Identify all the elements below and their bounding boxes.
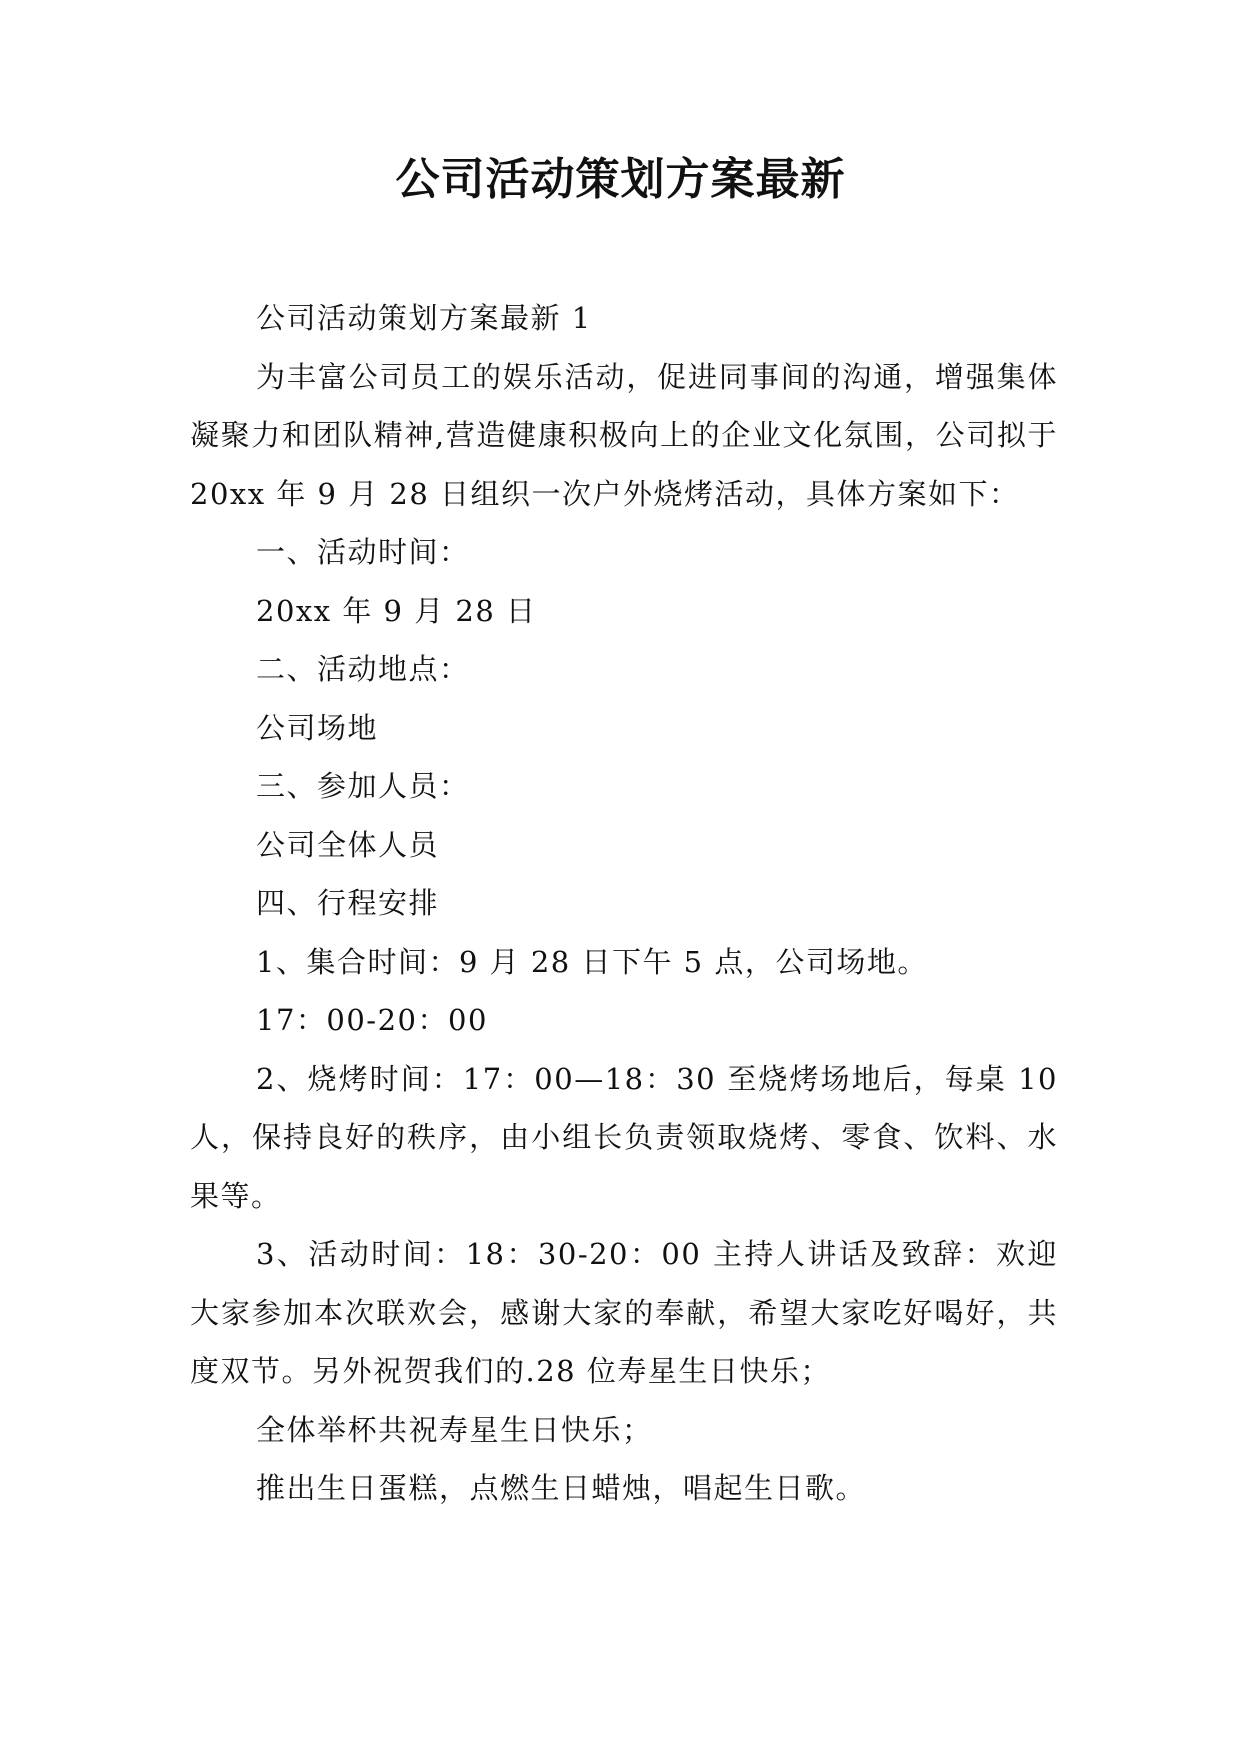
document-body bbox=[190, 289, 1058, 1518]
schedule-time-range: 17：00-20：00 bbox=[256, 1003, 488, 1037]
schedule-item-activity: 3、活动时间：18：30-20：00 主持人讲话及致辞：欢迎大家参加本次联欢会，感谢大家的奉献，希望大家吃好喝好，共度双节。另外祝贺我们的.28 位寿星生日快乐； bbox=[190, 1237, 1058, 1388]
schedule-heading: 四、行程安排 bbox=[256, 886, 440, 920]
schedule-cake: 推出生日蛋糕，点燃生日蜡烛，唱起生日歌。 bbox=[256, 1471, 867, 1505]
activity-time-value: 20xx 年 9 月 28 日 bbox=[256, 593, 537, 628]
activity-location-value: 公司场地 bbox=[256, 710, 379, 745]
schedule-toast: 全体举杯共祝寿星生日快乐； bbox=[256, 1412, 653, 1447]
intro-paragraph: 为丰富公司员工的娱乐活动，促进同事间的沟通，增强集体凝聚力和团队精神,营造健康积极向上的企业文化氛围，公司拟于 20xx 年 9 月 28 日组织一次户外烧烤活动，具体方案如下： bbox=[190, 359, 1058, 511]
section-heading: 公司活动策划方案最新 1 bbox=[256, 301, 592, 335]
activity-location-heading: 二、活动地点： bbox=[256, 652, 470, 686]
document-title: 公司活动策划方案最新 bbox=[395, 154, 846, 205]
schedule-item-barbecue: 2、烧烤时间：17：00—18：30 至烧烤场地后，每桌 10 人，保持良好的秩序，由小组长负责领取烧烤、零食、饮料、水果等。 bbox=[190, 1061, 1058, 1213]
activity-time-heading: 一、活动时间： bbox=[256, 535, 470, 569]
participants-heading: 三、参加人员： bbox=[256, 769, 470, 803]
participants-value: 公司全体人员 bbox=[256, 827, 440, 862]
schedule-item-assembly: 1、集合时间：9 月 28 日下午 5 点，公司场地。 bbox=[256, 944, 928, 979]
